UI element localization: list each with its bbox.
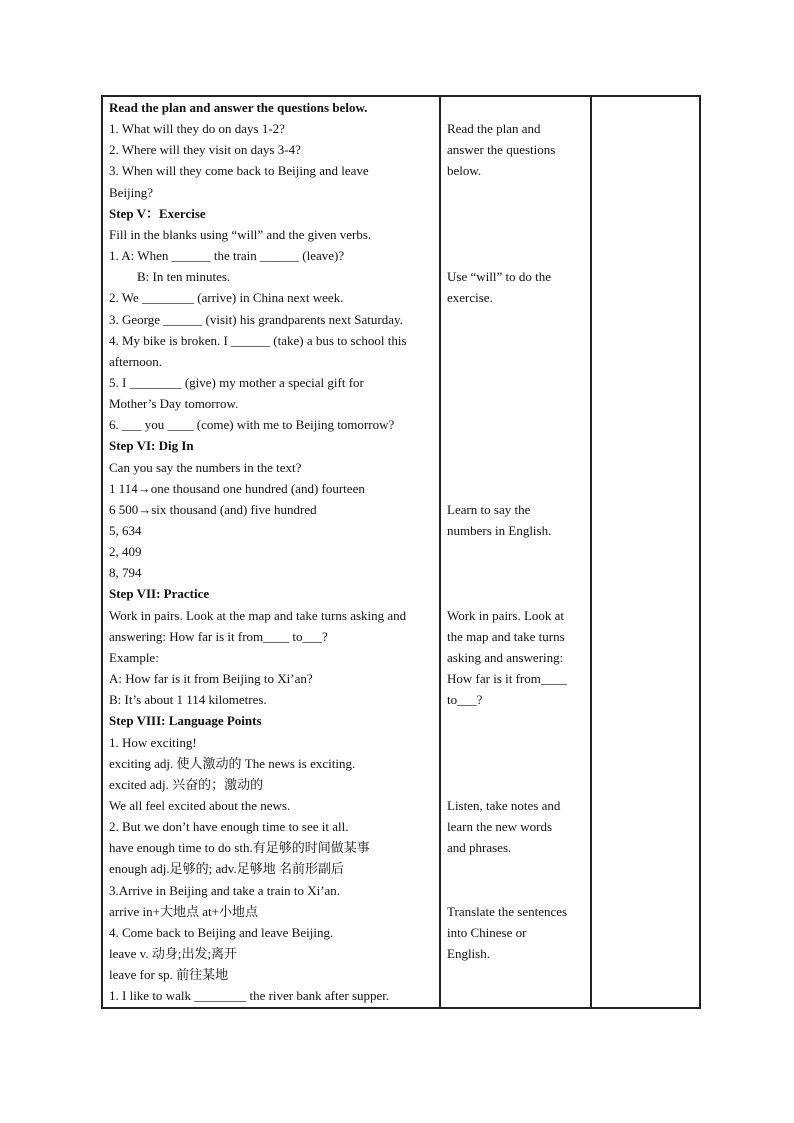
content-line: A: How far is it from Beijing to Xi’an? <box>109 671 313 687</box>
content-line: B: In ten minutes. <box>137 269 231 285</box>
content-line: afternoon. <box>109 353 163 369</box>
content-line: Mother’s Day tomorrow. <box>109 396 239 412</box>
content-line: answering: How far is it from____ to___? <box>109 628 328 644</box>
content-line: leave for sp. 前往某地 <box>109 967 229 983</box>
content-line: 6. ___ you ____ (come) with me to Beijing tomorrow? <box>109 417 395 433</box>
purpose-line: the map and take turns <box>447 628 565 644</box>
purpose-line: into Chinese or <box>447 924 527 940</box>
content-line: 1. A: When ______ the train ______ (leave)? <box>109 248 345 264</box>
content-line: 3. George ______ (visit) his grandparents next Saturday. <box>109 311 403 327</box>
content-line: 1 114→one thousand one hundred (and) fourteen <box>109 480 365 496</box>
content-line: 2, 409 <box>109 544 142 560</box>
content-line: 4. My bike is broken. I ______ (take) a bus to school this <box>109 332 407 348</box>
content-line: exciting adj. 使人激动的 The news is exciting. <box>109 755 356 771</box>
content-line: B: It’s about 1 114 kilometres. <box>109 692 267 708</box>
purpose-line: answer the questions <box>447 142 556 158</box>
content-line: 1. How exciting! <box>109 734 197 750</box>
purpose-line: Translate the sentences <box>447 903 568 919</box>
purpose-line: below. <box>447 163 482 179</box>
purpose-line: asking and answering: <box>447 649 564 665</box>
content-line: 8, 794 <box>109 565 142 581</box>
purpose-line: to___? <box>447 692 483 708</box>
content-line: 3. When will they come back to Beijing and leave <box>109 163 369 179</box>
purpose-line: Work in pairs. Look at <box>447 607 565 623</box>
content-line: 2. But we don’t have enough time to see it all. <box>109 819 349 835</box>
step-heading: Step VIII: Language Points <box>109 713 262 729</box>
content-line: 6 500→six thousand (and) five hundred <box>109 501 317 517</box>
content-line: 2. Where will they visit on days 3-4? <box>109 142 301 158</box>
purpose-line: numbers in English. <box>447 523 552 538</box>
step-heading: Step V：Exercise <box>109 205 206 221</box>
content-line: 5. I ________ (give) my mother a special gift for <box>109 374 364 390</box>
content-line: leave v. 动身;出发;离开 <box>109 946 238 961</box>
purpose-line: How far is it from____ <box>447 671 567 687</box>
table-row <box>102 96 700 1008</box>
activity-column <box>102 96 440 1008</box>
purpose-line: English. <box>447 946 490 961</box>
content-line: Beijing? <box>109 184 154 200</box>
content-line: 3.Arrive in Beijing and take a train to Xi’an. <box>109 882 341 898</box>
content-line: Work in pairs. Look at the map and take turns asking and <box>109 607 407 623</box>
content-line: We all feel excited about the news. <box>109 797 291 813</box>
purpose-line: and phrases. <box>447 840 512 856</box>
step-heading: Step VI: Dig In <box>109 438 194 454</box>
content-line: 4. Come back to Beijing and leave Beijing. <box>109 924 334 940</box>
purpose-line: Learn to say the <box>447 501 531 517</box>
purpose-line: exercise. <box>447 290 493 306</box>
content-line: Example: <box>109 649 159 665</box>
notes-column <box>591 96 700 1008</box>
content-line: excited adj. 兴奋的；激动的 <box>109 776 264 792</box>
purpose-line: Listen, take notes and <box>447 797 561 813</box>
purpose-line: learn the new words <box>447 819 553 835</box>
content-line: 1. I like to walk ________ the river bank after supper. <box>109 988 390 1004</box>
content-line: arrive in+大地点 at+小地点 <box>109 903 258 919</box>
content-line: 5, 634 <box>109 523 142 538</box>
content-line: enough adj.足够的; adv.足够地 名前形副后 <box>109 861 344 877</box>
step-heading: Step VII: Practice <box>109 586 210 602</box>
purpose-line: Use “will” to do the <box>447 269 551 285</box>
content-line: 2. We ________ (arrive) in China next week. <box>109 290 344 306</box>
purpose-column <box>440 96 591 1008</box>
content-line: have enough time to do sth.有足够的时间做某事 <box>109 840 370 856</box>
step-heading: Read the plan and answer the questions below. <box>109 100 368 115</box>
content-line: Fill in the blanks using “will” and the given verbs. <box>109 226 372 242</box>
purpose-line: Read the plan and <box>447 121 541 137</box>
lesson-plan-table <box>101 95 701 1009</box>
content-line: 1. What will they do on days 1-2? <box>109 121 285 137</box>
content-line: Can you say the numbers in the text? <box>109 459 302 475</box>
